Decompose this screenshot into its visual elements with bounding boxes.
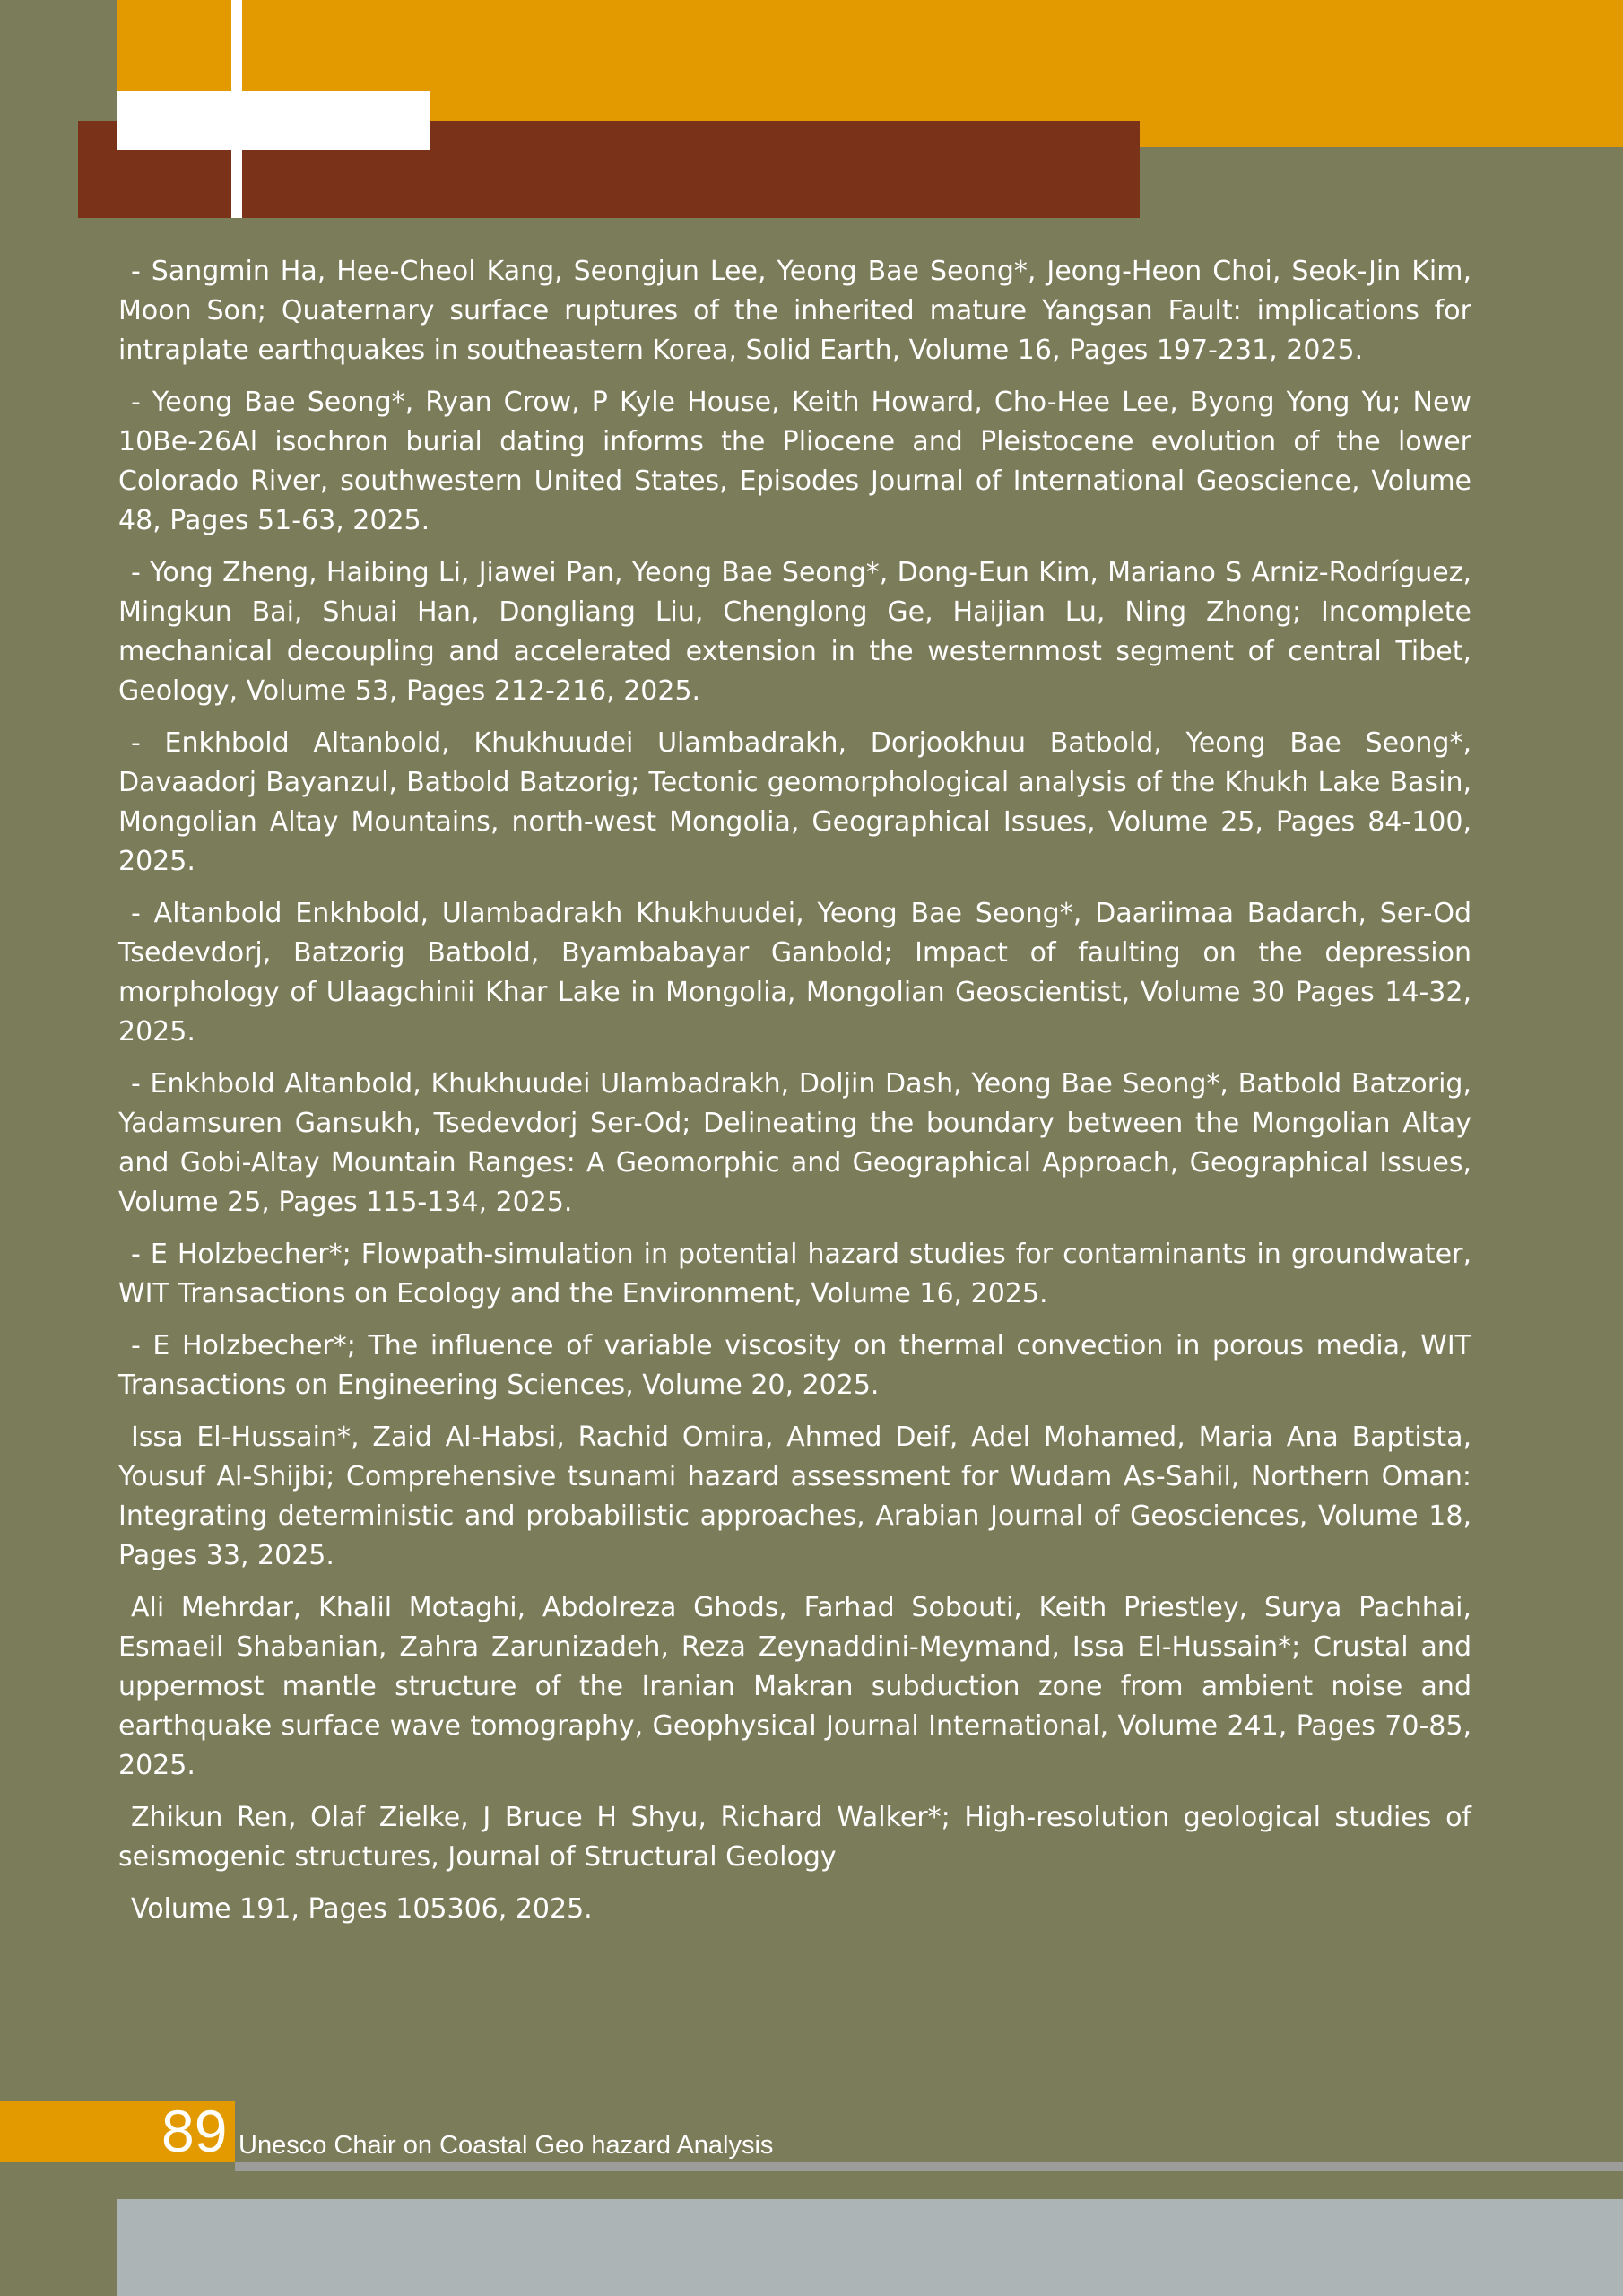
reference-item: - Yeong Bae Seong*, Ryan Crow, P Kyle House, Keith Howard, Cho-Hee Lee, Byong Yong Yu; New 10Be-26Al isochron burial dating informs the Pliocene and Pleistocene evolution of the lower Colorado River, southwestern United States, Episodes Journal of International Geoscience, Volume 48, Pages 51-63, 2025. [118, 387, 1471, 536]
reference-item: Ali Mehrdar, Khalil Motaghi, Abdolreza Ghods, Farhad Sobouti, Keith Priestley, Surya Pachhai, Esmaeil Shabanian, Zahra Zarunizadeh, Reza Zeynaddini-Meymand, Issa El-Hussain*; Crustal and uppermost mantle structure of the Iranian Makran subduction zone from ambient noise and earthquake surface wave tomography, Geophysical Journal International, Volume 241, Pages 70-85, 2025. [118, 1592, 1471, 1781]
page-number: 89 [161, 2098, 228, 2164]
reference-item: - E Holzbecher*; Flowpath-simulation in potential hazard studies for contaminants in groundwater, WIT Transactions on Ecology and the Environment, Volume 16, 2025. [118, 1239, 1471, 1309]
header-white-block [117, 91, 430, 150]
reference-list [118, 252, 1471, 1942]
reference-item: Volume 191, Pages 105306, 2025. [131, 1893, 593, 1925]
header-white-line [231, 0, 242, 218]
reference-item: - E Holzbecher*; The influence of variable viscosity on thermal convection in porous media, WIT Transactions on Engineering Sciences, Volume 20, 2025. [118, 1330, 1471, 1401]
reference-item: Zhikun Ren, Olaf Zielke, J Bruce H Shyu, Richard Walker*; High-resolution geological studies of seismogenic structures, Journal of Structural Geology [118, 1802, 1471, 1873]
reference-item: - Enkhbold Altanbold, Khukhuudei Ulambadrakh, Dorjookhuu Batbold, Yeong Bae Seong*, Davaadorj Bayanzul, Batbold Batzorig; Tectonic geomorphological analysis of the Khukh Lake Basin, Mongolian Altay Mountains, north-west Mongolia, Geographical Issues, Volume 25, Pages 84-100, 2025. [118, 727, 1471, 877]
reference-item: - Altanbold Enkhbold, Ulambadrakh Khukhuudei, Yeong Bae Seong*, Daariimaa Badarch, Ser-Od Tsedevdorj, Batzorig Batbold, Byambabayar Ganbold; Impact of faulting on the depression morphology of Ulaagchinii Khar Lake in Mongolia, Mongolian Geoscientist, Volume 30 Pages 14-32, 2025. [118, 898, 1471, 1048]
reference-item: - Yong Zheng, Haibing Li, Jiawei Pan, Yeong Bae Seong*, Dong-Eun Kim, Mariano S Arniz-Rodríguez, Mingkun Bai, Shuai Han, Dongliang Liu, Chenglong Ge, Haijian Lu, Ning Zhong; Incomplete mechanical decoupling and accelerated extension in the westernmost segment of central Tibet, Geology, Volume 53, Pages 212-216, 2025. [118, 557, 1471, 707]
reference-item: - Sangmin Ha, Hee-Cheol Kang, Seongjun Lee, Yeong Bae Seong*, Jeong-Heon Choi, Seok-Jin Kim, Moon Son; Quaternary surface ruptures of the inherited mature Yangsan Fault: implications for intraplate earthquakes in southeastern Korea, Solid Earth, Volume 16, Pages 197-231, 2025. [118, 256, 1471, 366]
reference-item: Issa El-Hussain*, Zaid Al-Habsi, Rachid Omira, Ahmed Deif, Adel Mohamed, Maria Ana Baptista, Yousuf Al-Shijbi; Comprehensive tsunami hazard assessment for Wudam As-Sahil, Northern Oman: Integrating deterministic and probabilistic approaches, Arabian Journal of Geosciences, Volume 18, Pages 33, 2025. [118, 1422, 1471, 1571]
footer-rule [235, 2162, 1623, 2171]
footer-title: Unesco Chair on Coastal Geo hazard Analysis [239, 2131, 774, 2160]
reference-item: - Enkhbold Altanbold, Khukhuudei Ulambadrakh, Doljin Dash, Yeong Bae Seong*, Batbold Batzorig, Yadamsuren Gansukh, Tsedevdorj Ser-Od; Delineating the boundary between the Mongolian Altay and Gobi-Altay Mountain Ranges: A Geomorphic and Geographical Approach, Geographical Issues, Volume 25, Pages 115-134, 2025. [118, 1068, 1471, 1218]
footer-gray-band [117, 2199, 1623, 2296]
